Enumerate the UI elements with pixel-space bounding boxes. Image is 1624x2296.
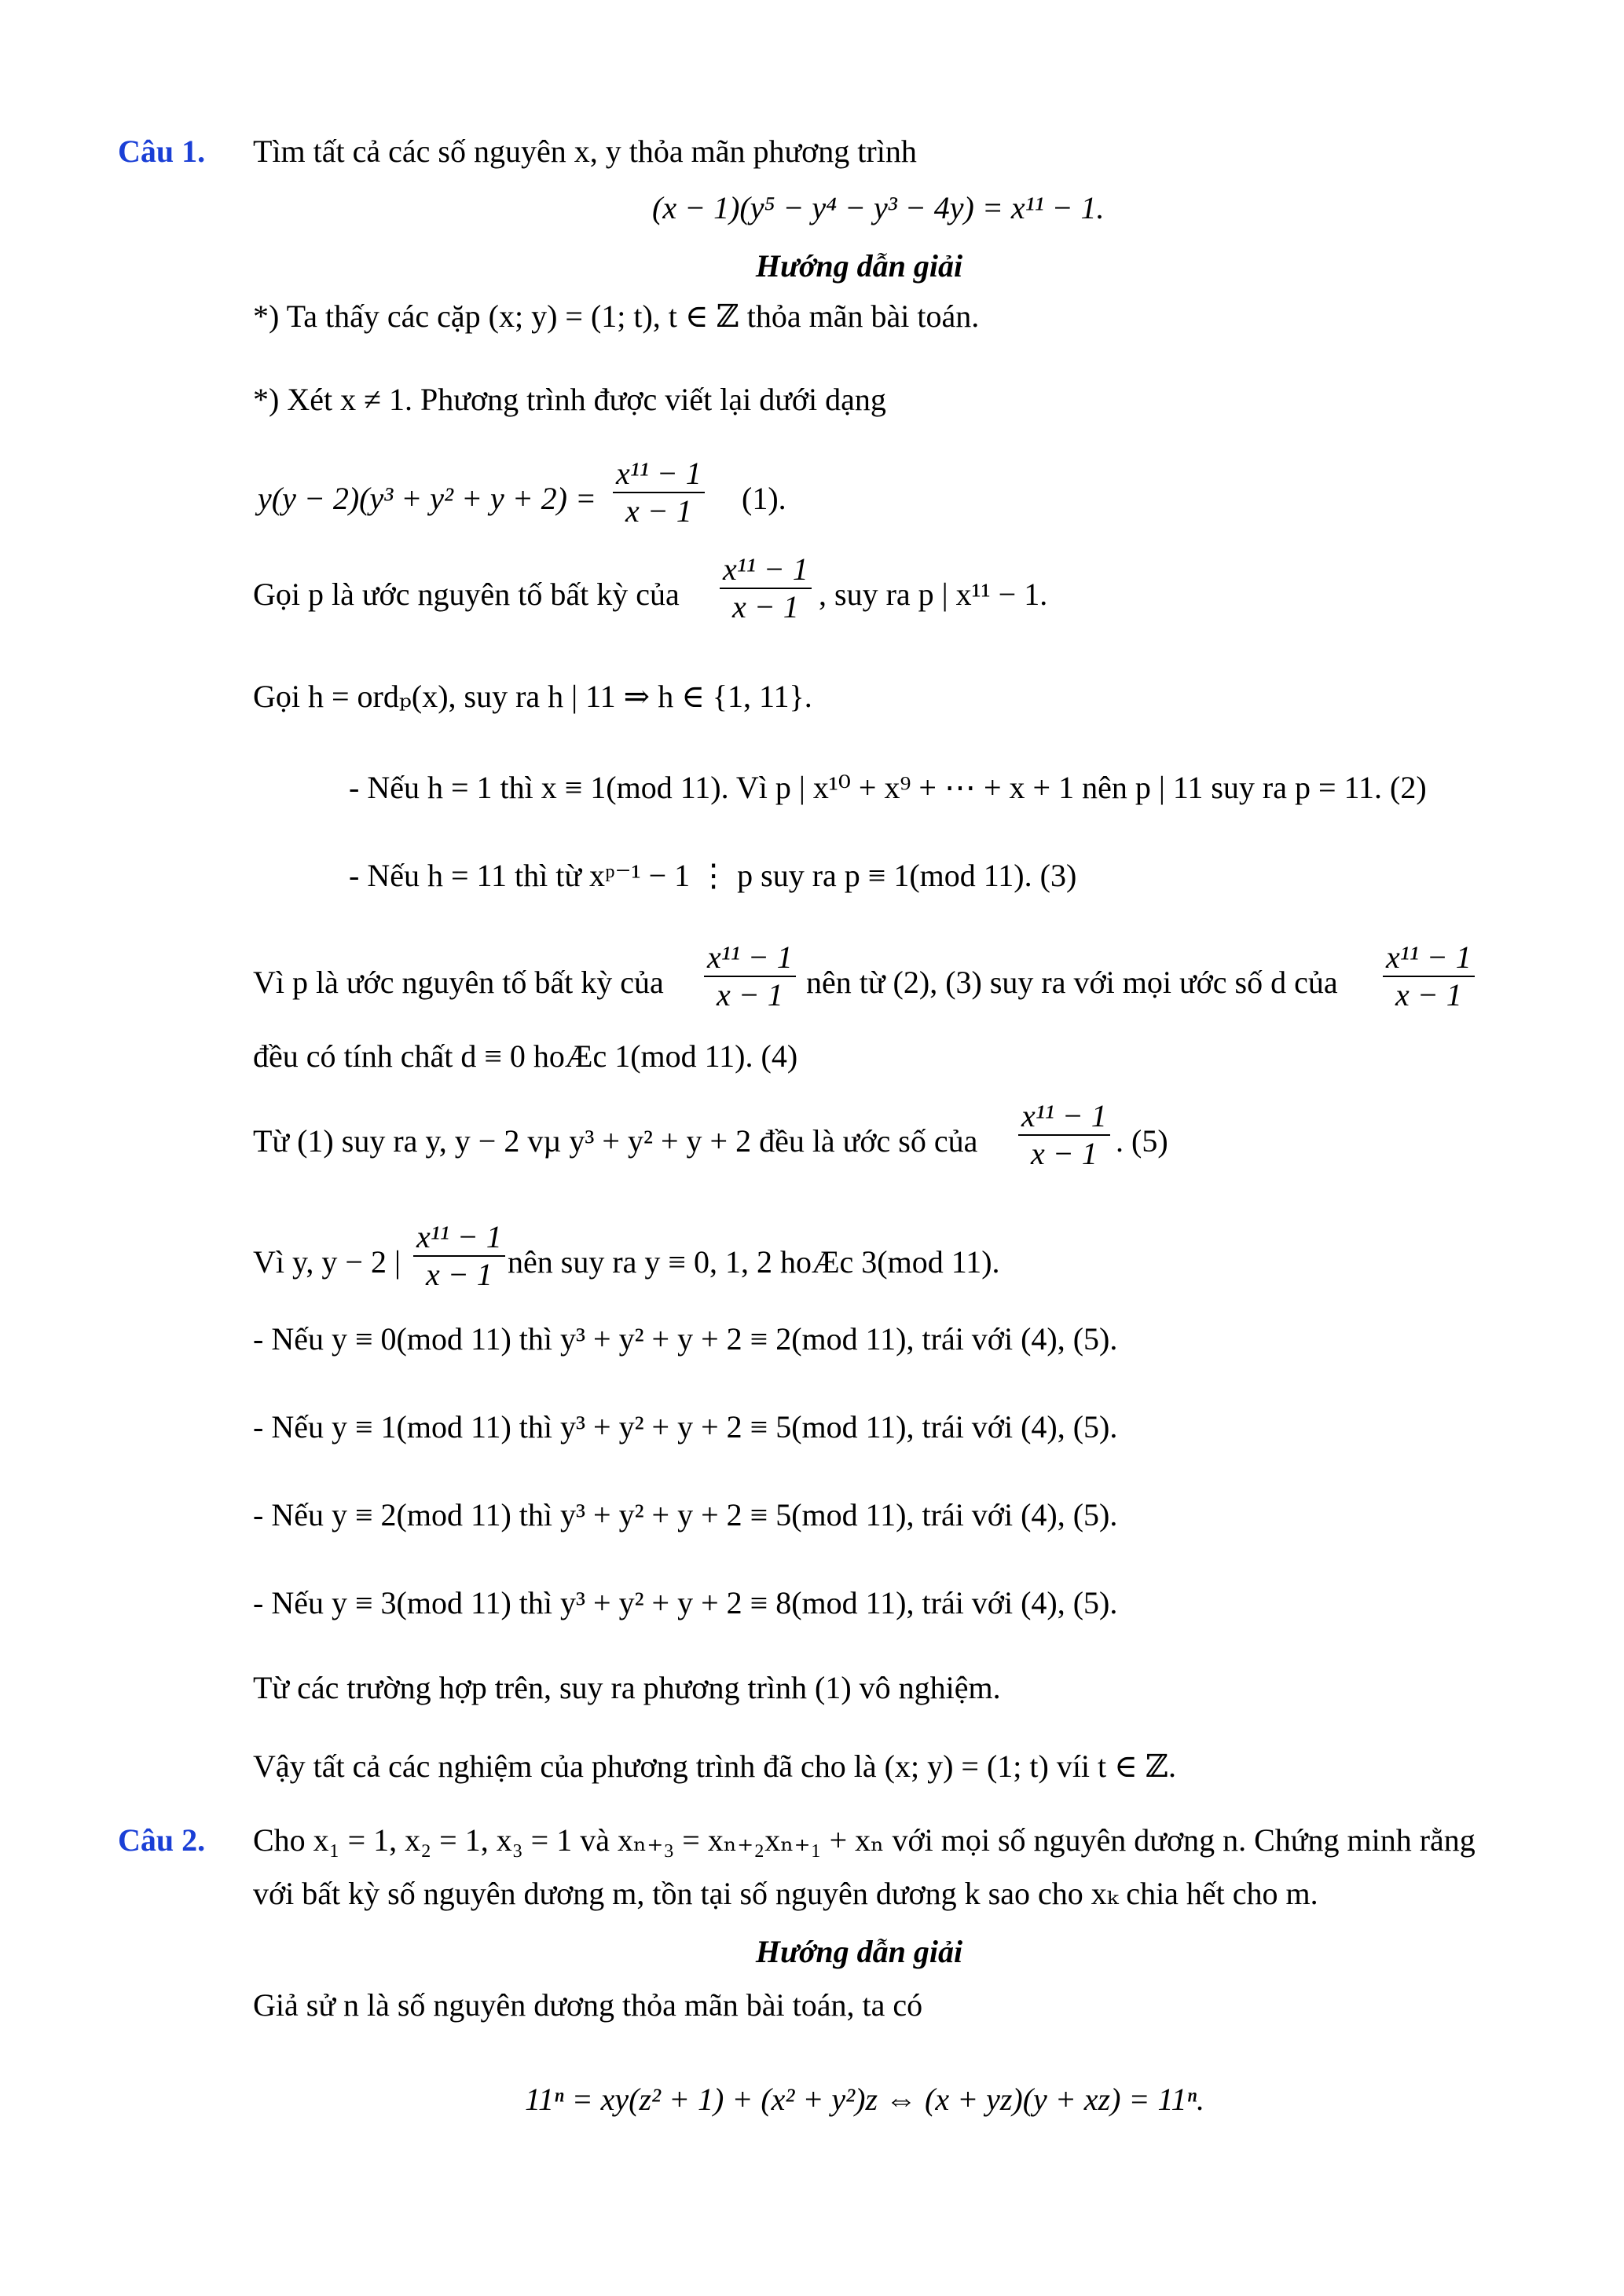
solution-line-14: - Nếu y ≡ 2(mod 11) thì y³ + y² + y + 2 ≡ 5(mod 11), trái với (4), (5). (253, 1497, 1118, 1532)
question-2-statement-2: với bất kỳ số nguyên dương m, tồn tại số nguyên dương k sao cho xₖ chia hết cho m. (253, 1876, 1318, 1911)
fraction-x11-1 (613, 456, 705, 529)
solution-line-15: - Nếu y ≡ 3(mod 11) thì y³ + y² + y + 2 ≡ 8(mod 11), trái với (4), (5). (253, 1585, 1118, 1620)
fraction-x11-1 (704, 939, 796, 1013)
fraction-x11-1 (413, 1219, 505, 1293)
solution-line-11a: Vì y, y − 2 | (253, 1244, 401, 1280)
fraction-x11-1 (1018, 1098, 1110, 1172)
question-2-statement-1: Cho x₁ = 1, x₂ = 1, x₃ = 1 và xₙ₊₃ = xₙ₊₂xₙ₊₁ + xₙ với mọi số nguyên dương n. Chứng minh rằng (253, 1822, 1476, 1858)
solution-line-12: - Nếu y ≡ 0(mod 11) thì y³ + y² + y + 2 ≡ 2(mod 11), trái với (4), (5). (253, 1321, 1118, 1357)
solution-line-10a: Từ (1) suy ra y, y − 2 vµ y³ + y² + y + 2 đều là ước số của (253, 1123, 978, 1159)
equation-1-number: (1). (742, 481, 786, 516)
solution-line-7: - Nếu h = 11 thì từ xᵖ⁻¹ − 1 ⋮ p suy ra p ≡ 1(mod 11). (3) (349, 858, 1077, 893)
solution-line-9: đều có tính chất d ≡ 0 hoÆc 1(mod 11). (4) (253, 1038, 798, 1074)
fraction-numerator: x¹¹ − 1 (723, 551, 808, 587)
fraction-denominator: x − 1 (1030, 1136, 1098, 1171)
question-2-label: Câu 2. (118, 1822, 206, 1858)
question-1-label: Câu 1. (118, 134, 206, 169)
fraction-denominator: x − 1 (716, 977, 783, 1013)
fraction-numerator: x¹¹ − 1 (616, 456, 702, 491)
fraction-numerator: x¹¹ − 1 (1386, 939, 1472, 975)
solution-line-17: Vậy tất cả các nghiệm của phương trình đã cho là (x; y) = (1; t) víi t ∈ ℤ. (253, 1749, 1176, 1784)
solution-line-13: - Nếu y ≡ 1(mod 11) thì y³ + y² + y + 2 ≡ 5(mod 11), trái với (4), (5). (253, 1409, 1118, 1445)
solution-heading-2: Hướng dẫn giải (755, 1934, 963, 1969)
fraction-numerator: x¹¹ − 1 (416, 1219, 502, 1254)
solution-line-4b: , suy ra p | x¹¹ − 1. (819, 577, 1048, 612)
question-2-solution-line-1: Giả sử n là số nguyên dương thỏa mãn bài toán, ta có (253, 1987, 923, 2023)
solution-line-1: *) Ta thấy các cặp (x; y) = (1; t), t ∈ ℤ thỏa mãn bài toán. (253, 298, 980, 334)
question-1-statement: Tìm tất cả các số nguyên x, y thỏa mãn phương trình (253, 134, 917, 169)
fraction-x11-1 (720, 551, 812, 625)
solution-line-5: Gọi h = ordₚ(x), suy ra h | 11 ⇒ h ∈ {1, 11}. (253, 679, 812, 714)
fraction-denominator: x − 1 (731, 589, 799, 624)
question-1-equation: (x − 1)(y⁵ − y⁴ − y³ − 4y) = x¹¹ − 1. (652, 190, 1105, 225)
solution-line-4a: Gọi p là ước nguyên tố bất kỳ của (253, 577, 680, 612)
equation-1-left: y(y − 2)(y³ + y² + y + 2) = (258, 481, 596, 516)
solution-line-8b: nên từ (2), (3) suy ra với mọi ước số d của (806, 965, 1338, 1000)
fraction-denominator: x − 1 (425, 1257, 493, 1292)
solution-heading-1: Hướng dẫn giải (755, 248, 963, 284)
solution-line-11b: nên suy ra y ≡ 0, 1, 2 hoÆc 3(mod 11). (508, 1244, 1000, 1280)
fraction-denominator: x − 1 (1395, 977, 1462, 1013)
fraction-numerator: x¹¹ − 1 (707, 939, 793, 975)
fraction-x11-1 (1383, 939, 1475, 1013)
solution-line-2: *) Xét x ≠ 1. Phương trình được viết lại dưới dạng (253, 382, 886, 417)
fraction-numerator: x¹¹ − 1 (1021, 1098, 1107, 1133)
solution-line-10b: . (5) (1116, 1123, 1168, 1159)
question-2-equation: 11ⁿ = xy(z² + 1) + (x² + y²)z ⇔ (x + yz)(y + xz) = 11ⁿ. (525, 2082, 1205, 2117)
fraction-denominator: x − 1 (625, 493, 692, 529)
solution-line-16: Từ các trường hợp trên, suy ra phương trình (1) vô nghiệm. (253, 1670, 1001, 1705)
solution-line-6: - Nếu h = 1 thì x ≡ 1(mod 11). Vì p | x¹⁰ + x⁹ + ⋯ + x + 1 nên p | 11 suy ra p = 11. (2) (349, 770, 1427, 805)
solution-line-8a: Vì p là ước nguyên tố bất kỳ của (253, 965, 664, 1000)
